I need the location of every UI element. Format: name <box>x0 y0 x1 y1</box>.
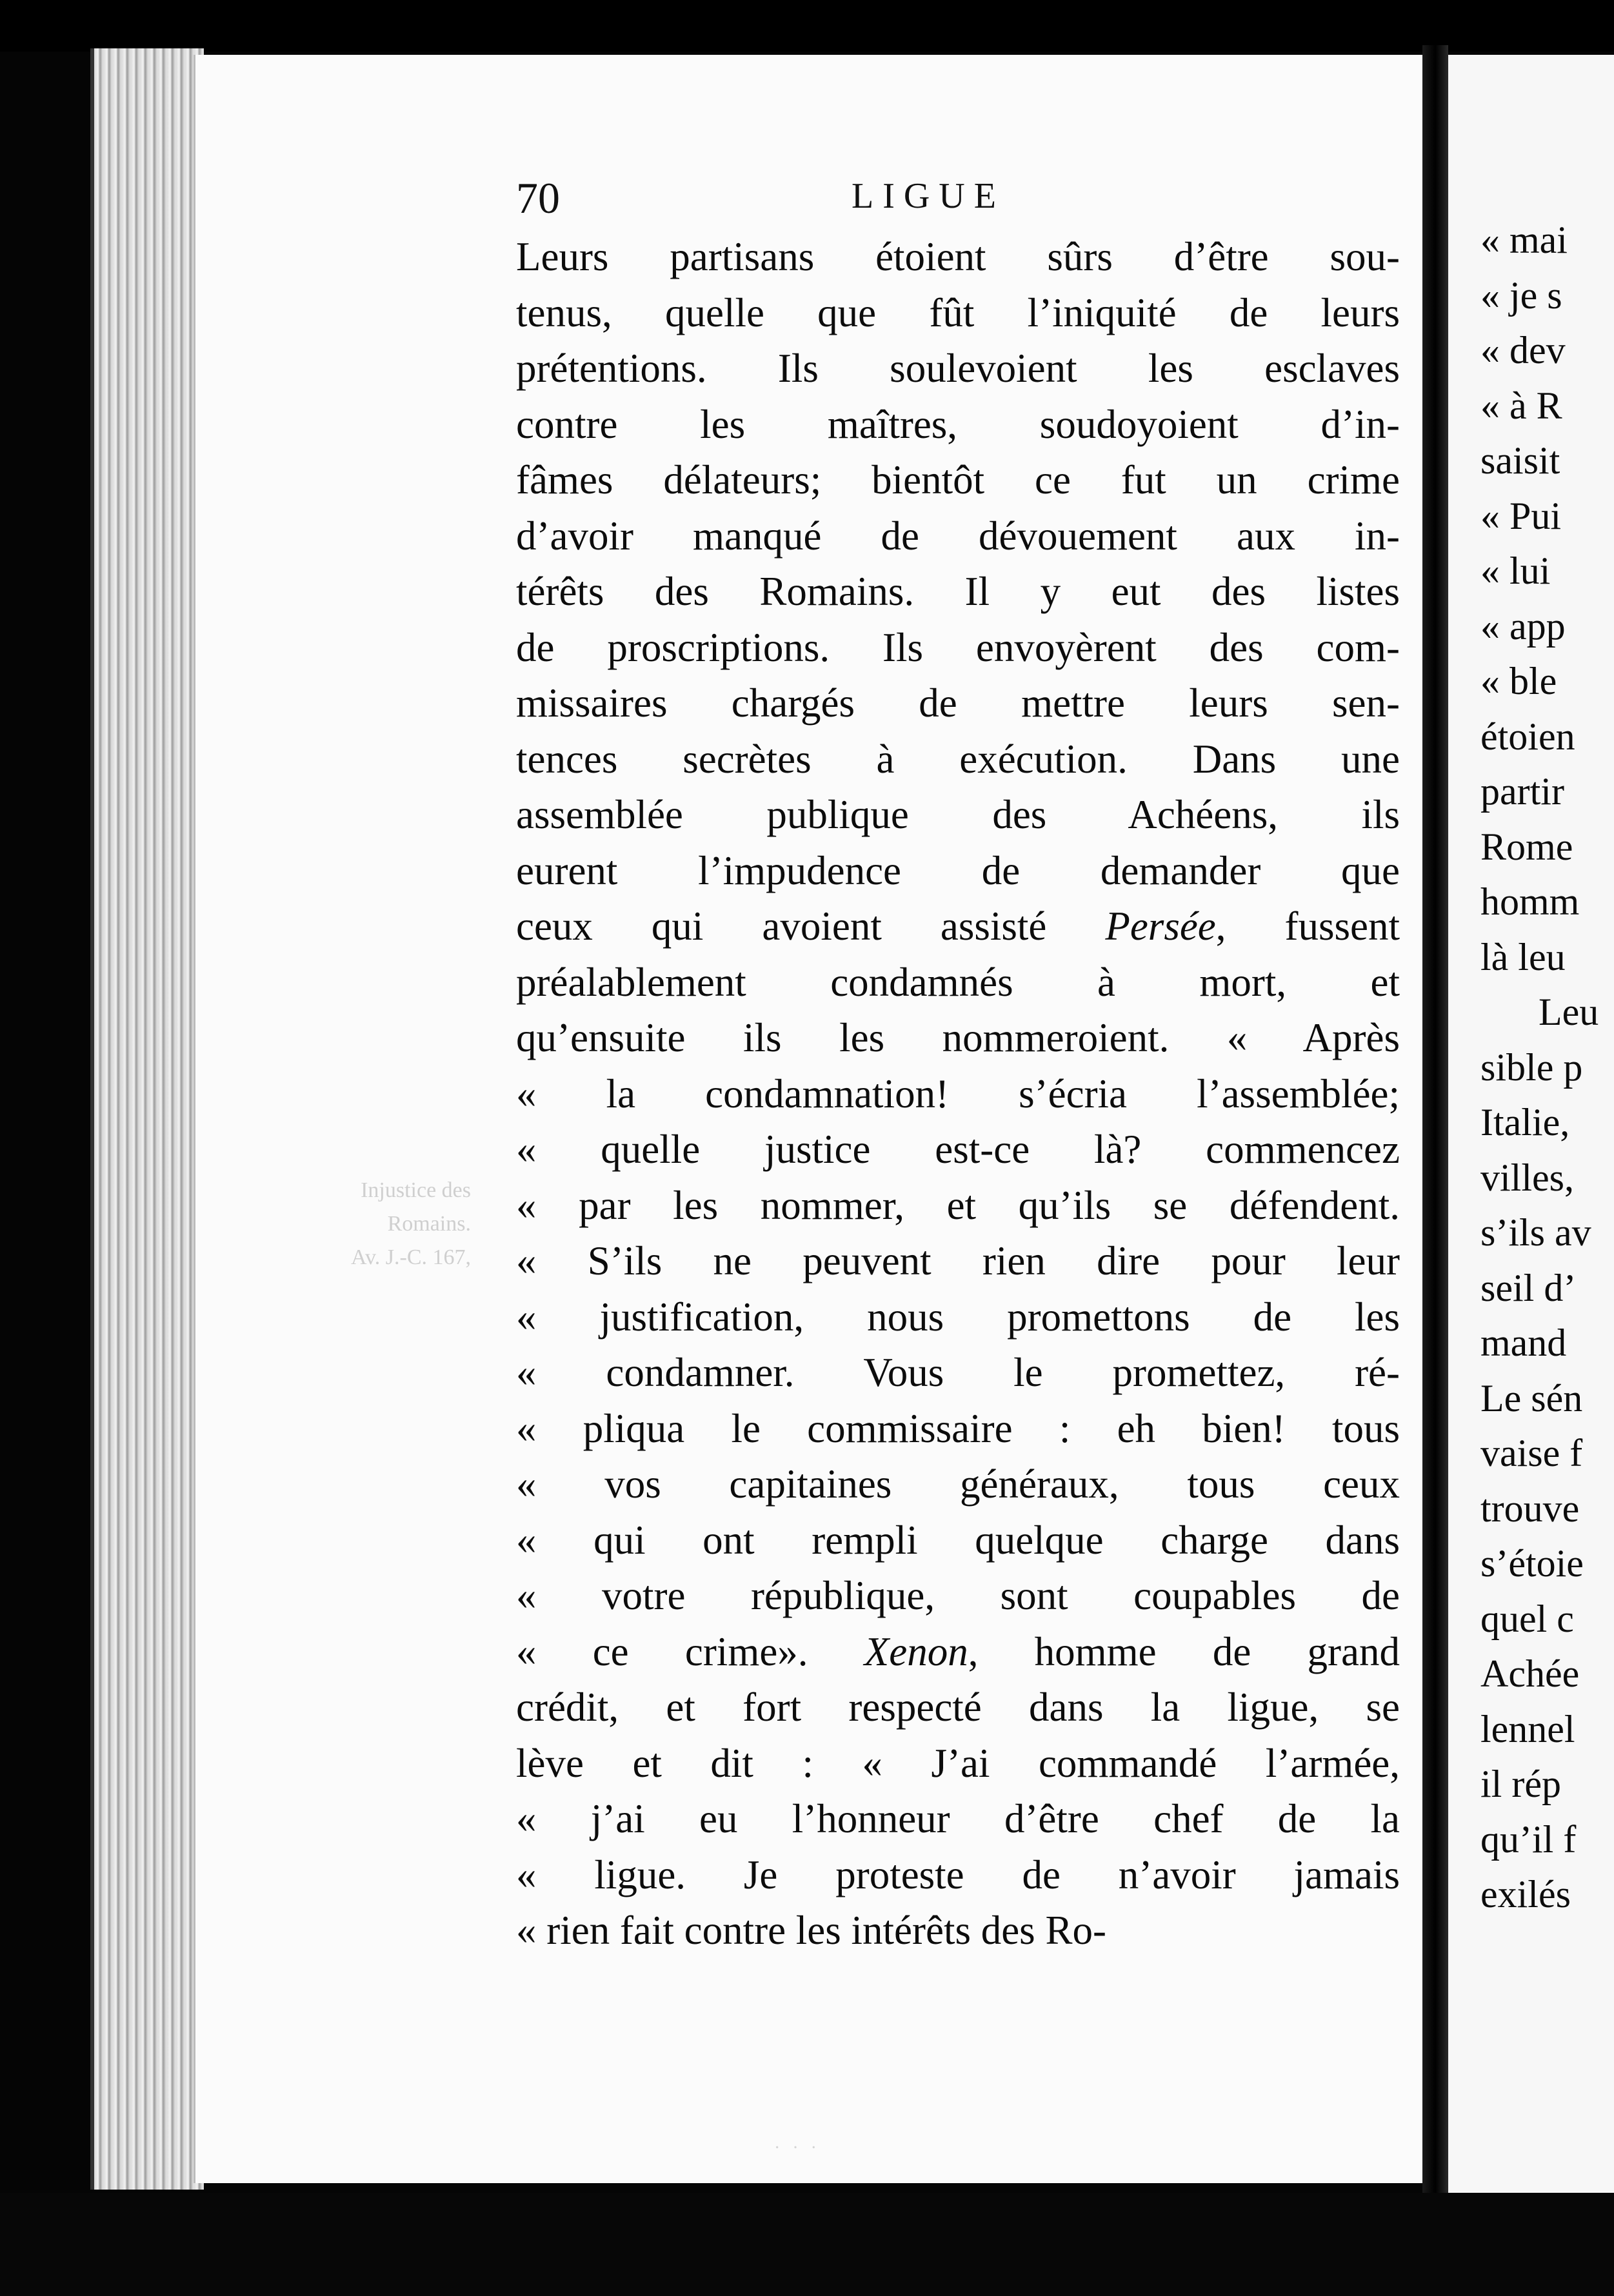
right-text-line: « dev <box>1480 329 1566 371</box>
text-segment: , homme de grand <box>968 1628 1400 1674</box>
right-text-line: quel c <box>1480 1597 1574 1640</box>
text-line: « rien fait contre les intérêts des Ro- <box>516 1908 1106 1953</box>
right-text-line: « mai <box>1480 219 1568 261</box>
scan-background-bottom <box>0 2193 1614 2296</box>
text-line: « j’ai eu l’honneur d’être chef de la <box>516 1796 1400 1841</box>
text-line: tenus, quelle que fût l’iniquité de leurs <box>516 290 1400 335</box>
book-gutter <box>1422 45 1448 2225</box>
text-line-with-name <box>516 898 1400 955</box>
text-line: qu’ensuite ils les nommeroient. « Après <box>516 1015 1400 1060</box>
right-text-line: Leu <box>1539 991 1599 1033</box>
right-text-line: Italie, <box>1480 1101 1570 1143</box>
text-line: tences secrètes à exécution. Dans une <box>516 736 1400 782</box>
right-text-line: villes, <box>1480 1156 1574 1199</box>
right-text-line: s’ils av <box>1480 1211 1591 1254</box>
right-text-line: Rome <box>1480 825 1573 868</box>
text-line: « pliqua le commissaire : eh bien! tous <box>516 1405 1400 1451</box>
text-line: « par les nommer, et qu’ils se défendent. <box>516 1182 1400 1228</box>
right-text-line: sible p <box>1480 1045 1583 1089</box>
text-line: « ligue. Je proteste de n’avoir jamais <box>516 1852 1400 1897</box>
scan-background-top <box>0 0 1614 52</box>
right-text-line: seil d’ <box>1480 1266 1577 1309</box>
right-text-line: « lui <box>1480 549 1551 592</box>
text-line: d’avoir manqué de dévouement aux in- <box>516 513 1400 559</box>
page-body-text <box>516 229 1400 1959</box>
right-text-line: Achée <box>1480 1652 1580 1695</box>
right-text-line: là leu <box>1480 935 1566 978</box>
text-line: « vos capitaines généraux, tous ceux <box>516 1461 1400 1507</box>
book-page-edges <box>90 48 204 2190</box>
print-smudge: · · · <box>774 2138 821 2158</box>
proper-name-xenon: Xenon <box>864 1628 968 1674</box>
text-line: « justification, nous promettons de les <box>516 1294 1400 1340</box>
text-line: « votre république, sont coupables de <box>516 1573 1400 1618</box>
text-line: prétentions. Ils soulevoient les esclaves <box>516 346 1400 391</box>
right-text-line: Le sén <box>1480 1376 1583 1420</box>
text-line: missaires chargés de mettre leurs sen- <box>516 680 1400 726</box>
text-line: « la condamnation! s’écria l’assemblée; <box>516 1071 1400 1116</box>
right-text-line: « je s <box>1480 273 1562 317</box>
text-line: « quelle justice est-ce là? commencez <box>516 1127 1400 1172</box>
right-text-line: trouve <box>1480 1487 1580 1530</box>
running-title: LIGUE <box>852 176 1005 216</box>
text-line: de proscriptions. Ils envoyèrent des com- <box>516 624 1400 670</box>
right-text-line: vaise f <box>1480 1432 1583 1474</box>
text-line: « qui ont rempli quelque charge dans <box>516 1517 1400 1563</box>
right-text-line: saisit <box>1480 439 1560 482</box>
text-segment: ceux qui avoient assisté <box>516 904 1106 949</box>
text-line: préalablement condamnés à mort, et <box>516 959 1400 1005</box>
text-line: contre les maîtres, soudoyoient d’in- <box>516 401 1400 447</box>
right-text-line: partir <box>1480 770 1564 813</box>
proper-name-persee: Persée <box>1105 904 1216 949</box>
right-text-line: s’étoie <box>1480 1542 1584 1585</box>
text-line: « S’ils ne peuvent rien dire pour leur <box>516 1238 1400 1283</box>
text-line: crédit, et fort respecté dans la ligue, se <box>516 1685 1400 1730</box>
page-number: 70 <box>516 173 560 223</box>
right-text-line: étoien <box>1480 715 1575 758</box>
text-line: assemblée publique des Achéens, ils <box>516 792 1400 837</box>
right-text-line: qu’il f <box>1480 1817 1577 1861</box>
text-line: lève et dit : « J’ai commandé l’armée, <box>516 1740 1400 1786</box>
text-line-with-name <box>516 1624 1400 1680</box>
text-line: térêts des Romains. Il y eut des listes <box>516 569 1400 614</box>
margin-note-line: Av. J.-C. 167, <box>350 1245 471 1269</box>
margin-note-line: Injustice des <box>361 1178 471 1202</box>
right-text-line: mand <box>1480 1321 1567 1364</box>
right-text-line: exilés <box>1480 1873 1571 1915</box>
right-text-line: « app <box>1480 604 1566 648</box>
text-segment: , fussent <box>1215 904 1400 949</box>
right-text-line: « ble <box>1480 660 1557 702</box>
text-line: eurent l’impudence de demander que <box>516 847 1400 893</box>
right-text-line: homm <box>1480 880 1580 923</box>
right-text-line: « à R <box>1480 384 1562 427</box>
right-text-line: « Pui <box>1480 494 1562 537</box>
text-segment: « ce crime». <box>516 1628 864 1674</box>
right-page-text <box>1480 213 1614 1923</box>
text-line: Leurs partisans étoient sûrs d’être sou- <box>516 234 1400 279</box>
text-line: fâmes délateurs; bientôt ce fut un crime <box>516 457 1400 502</box>
text-line: « condamner. Vous le promettez, ré- <box>516 1350 1400 1395</box>
margin-note-line: Romains. <box>387 1212 471 1236</box>
right-text-line: il rép <box>1480 1763 1561 1805</box>
margin-note <box>303 1174 471 1274</box>
running-header <box>516 161 1400 232</box>
right-text-line: lennel <box>1480 1707 1575 1750</box>
